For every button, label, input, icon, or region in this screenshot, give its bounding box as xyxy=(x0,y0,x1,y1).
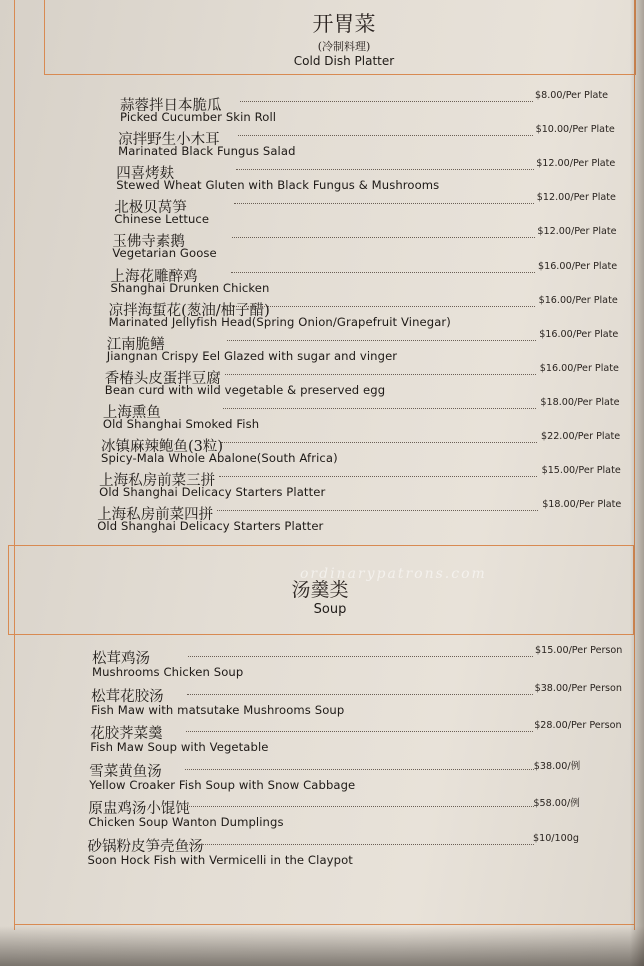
menu-item-name-en: Mushrooms Chicken Soup xyxy=(92,665,244,679)
menu-item-price: $58.00/例 xyxy=(533,798,580,809)
menu-item-name-en: Shanghai Drunken Chicken xyxy=(110,280,270,295)
menu-item-name-en: Chinese Lettuce xyxy=(114,212,210,227)
menu-item xyxy=(89,760,635,798)
menu-item-name-cn: 江南脆鳝 xyxy=(106,336,165,353)
menu-item-price: $12.00/Per Plate xyxy=(537,226,617,238)
dotted-leader xyxy=(234,203,534,204)
dotted-leader xyxy=(229,306,536,307)
menu-item-name-en: Yellow Croaker Fish Soup with Snow Cabbage xyxy=(89,777,356,792)
menu-item-name-cn: 上海私房前菜三拼 xyxy=(99,473,216,490)
dotted-leader xyxy=(217,510,537,511)
soup-title-en: Soup xyxy=(313,602,347,617)
dotted-leader xyxy=(223,408,537,409)
menu-item-name-cn: 蒜蓉拌日本脆瓜 xyxy=(120,98,222,114)
dotted-leader xyxy=(221,442,537,443)
dotted-leader xyxy=(227,340,536,341)
menu-item-name-cn: 凉拌海蜇花(葱油/柚子醋) xyxy=(108,302,270,319)
menu-item xyxy=(114,192,635,230)
dotted-leader xyxy=(231,272,535,273)
menu-item-name-cn: 上海私房前菜四拼 xyxy=(97,507,214,524)
menu-item xyxy=(106,328,635,367)
dotted-leader xyxy=(232,237,534,238)
menu-item-name-en: Marinated Jellyfish Head(Spring Onion/Grapefruit Vinegar) xyxy=(108,314,451,329)
menu-item-price: $10.00/Per Plate xyxy=(535,124,615,136)
soup-title-cn: 汤羹类 xyxy=(291,579,349,601)
menu-item-name-en: Soon Hock Fish with Vermicelli in the Claypot xyxy=(87,852,353,867)
menu-item-price: $38.00/例 xyxy=(533,760,581,772)
dotted-leader xyxy=(185,769,533,770)
menu-item xyxy=(108,294,635,333)
menu-item-name-cn: 玉佛寺素鹅 xyxy=(112,234,185,251)
menu-item-price: $38.00/Per Person xyxy=(534,682,622,694)
menu-item-name-cn: 香椿头皮蛋拌豆腐 xyxy=(104,370,221,387)
menu-item xyxy=(99,465,635,503)
menu-item-name-en: Picked Cucumber Skin Roll xyxy=(120,110,277,124)
menu-item-price: $15.00/Per Person xyxy=(535,645,623,656)
dotted-leader xyxy=(236,169,534,170)
menu-item xyxy=(104,362,635,401)
menu-item-name-en: Spicy-Mala Whole Abalone(South Africa) xyxy=(101,451,338,465)
dotted-leader xyxy=(225,374,536,375)
menu-item xyxy=(90,722,635,760)
menu-item-name-en: Bean curd with wild vegetable & preserved egg xyxy=(104,382,386,397)
menu-item-name-cn: 松茸花胶汤 xyxy=(91,688,164,705)
menu-item-price: $12.00/Per Plate xyxy=(536,192,616,204)
menu-item-price: $15.00/Per Plate xyxy=(541,465,621,477)
menu-item xyxy=(102,396,635,435)
menu-item-name-cn: 四喜烤麸 xyxy=(116,166,175,183)
dotted-leader xyxy=(219,476,537,477)
menu-item xyxy=(87,832,636,873)
menu-item-price: $22.00/Per Plate xyxy=(541,431,621,442)
dotted-leader xyxy=(184,844,534,845)
menu-item xyxy=(116,158,635,196)
menu-item-price: $28.00/Per Person xyxy=(534,720,622,731)
dotted-leader xyxy=(186,731,533,732)
menu-item xyxy=(101,431,635,469)
menu-item-name-cn: 上海花雕醉鸡 xyxy=(110,268,198,285)
menu-item xyxy=(97,499,635,537)
menu-item xyxy=(88,797,635,835)
cold-dish-subtitle-cn: (冷制料理) xyxy=(317,40,371,53)
menu-item-name-cn: 上海熏鱼 xyxy=(102,404,161,421)
menu-item-price: $18.00/Per Plate xyxy=(540,396,620,408)
page-shadow-bottom xyxy=(0,926,644,966)
menu-item-price: $10/100g xyxy=(533,832,579,844)
menu-item-name-en: Vegetarian Goose xyxy=(112,246,217,261)
menu-item-name-cn: 北极贝莴笋 xyxy=(114,200,187,217)
menu-item-price: $16.00/Per Plate xyxy=(538,260,618,272)
menu-item-name-en: Old Shanghai Delicacy Starters Platter xyxy=(99,485,326,500)
menu-item-name-cn: 雪菜黄鱼汤 xyxy=(89,763,162,780)
bottom-border xyxy=(14,924,634,925)
menu-item-name-en: Old Shanghai Delicacy Starters Platter xyxy=(97,519,324,534)
dotted-leader xyxy=(188,656,533,657)
menu-item-name-en: Old Shanghai Smoked Fish xyxy=(102,416,260,431)
dotted-leader xyxy=(184,806,533,807)
menu-item xyxy=(112,226,635,264)
cold-dish-title-cn: 开胃菜 xyxy=(312,12,376,36)
menu-item-name-cn: 冰镇麻辣鲍鱼(3粒) xyxy=(101,439,224,455)
cold-dish-title-en: Cold Dish Platter xyxy=(293,54,395,68)
dotted-leader xyxy=(187,694,533,695)
menu-item xyxy=(92,647,635,685)
dotted-leader xyxy=(238,135,533,136)
menu-item xyxy=(118,124,635,162)
menu-item-name-en: Jiangnan Crispy Eel Glazed with sugar and vinger xyxy=(106,348,398,363)
menu-item xyxy=(110,260,636,299)
menu-item-name-cn: 砂锅粉皮笋壳鱼汤 xyxy=(87,838,204,855)
menu-item-name-en: Fish Maw with matsutake Mushrooms Soup xyxy=(91,702,345,717)
dotted-leader xyxy=(240,101,533,102)
menu-item-name-cn: 凉拌野生小木耳 xyxy=(118,132,220,149)
menu-item-name-en: Marinated Black Fungus Salad xyxy=(118,144,296,159)
menu-item-price: $12.00/Per Plate xyxy=(536,158,616,170)
menu-item xyxy=(91,682,635,723)
menu-item-name-cn: 原盅鸡汤小馄饨 xyxy=(88,801,190,817)
menu-item-price: $16.00/Per Plate xyxy=(539,362,619,374)
menu-item-price: $8.00/Per Plate xyxy=(535,90,609,101)
menu-item-price: $18.00/Per Plate xyxy=(542,499,622,511)
menu-item-name-en: Chicken Soup Wanton Dumplings xyxy=(88,815,284,829)
left-border xyxy=(14,0,15,930)
watermark: ordinarypatrons.com xyxy=(300,566,487,582)
menu-item-name-cn: 花胶荠菜羹 xyxy=(90,726,163,742)
menu-item-name-en: Stewed Wheat Gluten with Black Fungus & Mushrooms xyxy=(116,178,440,193)
page-shadow-right xyxy=(630,0,644,966)
menu-item-price: $16.00/Per Plate xyxy=(538,294,618,306)
menu-item-name-cn: 松茸鸡汤 xyxy=(92,651,150,667)
menu-item-name-en: Fish Maw Soup with Vegetable xyxy=(90,740,269,754)
menu-item-price: $16.00/Per Plate xyxy=(539,328,619,340)
menu-item xyxy=(120,90,635,128)
